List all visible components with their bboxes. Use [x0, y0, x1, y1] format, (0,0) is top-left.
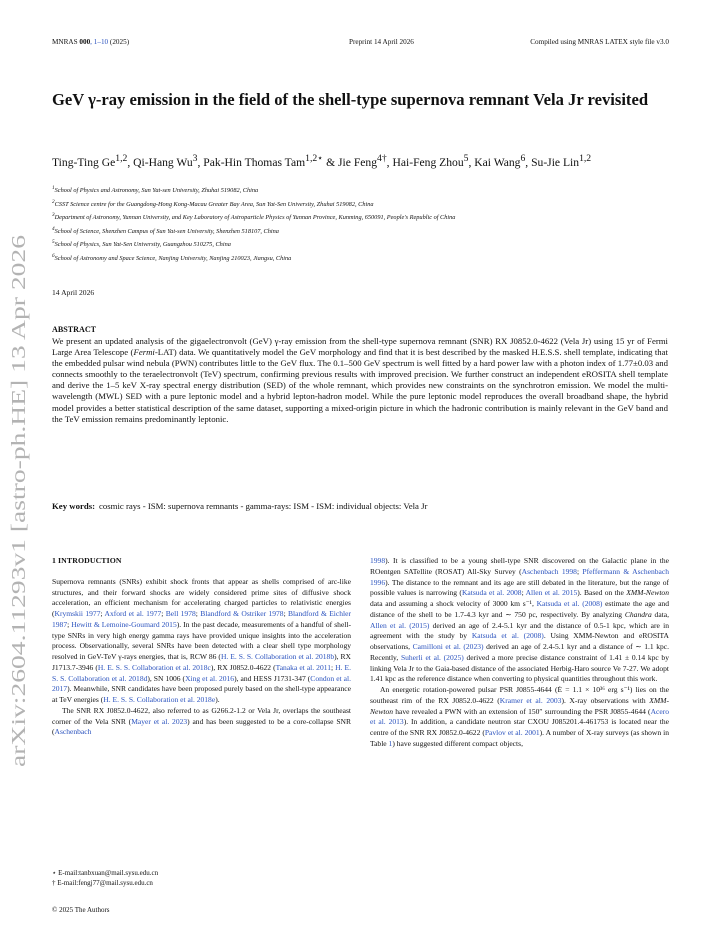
citation-link[interactable]: Pfeffermann & Aschenbach 1996: [370, 566, 670, 587]
author-name: , Su-Jie Lin: [525, 155, 580, 169]
footnote-email: † E-mail:fengj77@mail.sysu.edu.cn: [52, 879, 153, 887]
affiliation-item: $^3$Department of Astronomy, Yunnan University, and Key Laboratory of Astroparticle Physics of Yunnan Province, Kunming, 650091, People's Republic of China: [52, 212, 456, 222]
citation-link[interactable]: Pavlov et al. 2001: [484, 728, 540, 737]
author-name: Ting-Ting Ge: [52, 155, 116, 169]
paper-title: GeV γ-ray emission in the field of the shell-type supernova remnant Vela Jr revisited: [52, 90, 649, 109]
citation-link[interactable]: Suherli et al. (2025): [400, 652, 464, 662]
affiliation-item: $^6$School of Astronomy and Space Science, Nanjing University, Nanjing 210023, Jiangsu, China: [52, 252, 292, 262]
page-range-link[interactable]: , 1–10: [90, 38, 109, 46]
left-column: [52, 556, 351, 738]
keywords: [52, 501, 668, 511]
author-affil-sup: 1,2⋆: [305, 153, 324, 164]
keywords-text: cosmic rays - ISM: supernova remnants - gamma-rays: ISM - ISM: individual objects: Vela Jr: [99, 501, 428, 511]
citation-link[interactable]: H. E. S. S. Collaboration et al. 2018c: [97, 662, 211, 672]
abstract-body: We present an updated analysis of the gigaelectronvolt (GeV) γ-ray emission from the shell-type supernova remnant (SNR) RX J0852.0-4622 (Vela Jr) using 15 yr of Fermi Large Area Telescope (Fermi-LAT) data. We quantitatively model the GeV morphology and find that it is best described by the masked H.E.S.S. shell template, indicating that the embedded pulsar wind nebula (PWN) contributes little to the GeV flux. The 0.1–500 GeV spectrum is well fitted by a hard power law with a photon index of 1.77±0.03 and connects smoothly to the teraelectronvolt (TeV) spectrum, confirming previous results with improved precision. We further construct an independent eROSITA shell template and derive the 1–5 keV X-ray spectral energy distribution (SED) of the whole remnant, which provides new constraints on the synchrotron emission. We model the multi-wavelength (MWL) SED with a pure leptonic model and a hybrid lepton-hadron model. While the pure leptonic model reproduces the overall broadband shape, the hybrid model provides a better statistical description of the same dataset, supporting a mixed-origin picture in which the hadronic contribution is mainly relevant in the GeV band and the TeV emission remains predominantly leptonic.: [52, 336, 668, 424]
running-header: [52, 38, 669, 50]
affiliation-list: [52, 183, 692, 264]
citation-link[interactable]: Blandford & Ostriker 1978: [200, 609, 284, 618]
citation-link[interactable]: Mayer et al. 2023: [131, 716, 188, 726]
citation-link[interactable]: Kramer et al. 2003: [499, 695, 562, 705]
author-affil-sup: 1,2: [115, 153, 128, 164]
compiled-note: Compiled using MNRAS LATEX style file v3.0: [530, 38, 669, 46]
citation-link[interactable]: Krymskii 1977: [54, 609, 101, 618]
citation-link[interactable]: Aschenbach 1998: [521, 566, 577, 576]
abstract-heading: ABSTRACT: [52, 325, 97, 334]
submission-date: 14 April 2026: [52, 288, 95, 297]
author-affil-sup: 3: [192, 153, 198, 164]
citation-link[interactable]: Hewitt & Lemoine-Goumard 2015: [71, 619, 177, 629]
author-list: [52, 151, 672, 170]
affiliation-item: $^5$School of Physics, Sun Yat-Sen University, Guangzhou 510275, China: [52, 239, 231, 249]
author-affil-sup: 1,2: [579, 153, 592, 164]
citation-link[interactable]: 1998: [370, 556, 386, 565]
citation-link[interactable]: Katsuda et al. 2008: [461, 588, 522, 598]
author-affil-sup: 4†: [377, 153, 387, 164]
affiliation-item: $^1$School of Physics and Astronomy, Sun Yat-sen University, Zhuhai 519082, China: [52, 185, 259, 195]
citation-link[interactable]: Xing et al. 2016: [185, 673, 235, 683]
citation-link[interactable]: Camilloni et al. (2023): [412, 642, 484, 651]
author-name: , Kai Wang: [468, 155, 521, 169]
citation-link[interactable]: Tanaka et al. 2011: [275, 662, 331, 672]
author-name: & Jie Feng: [323, 155, 378, 169]
arxiv-stamp-text: arXiv:2604.11293v1 [astro-ph.HE] 13 Apr 2026: [8, 377, 30, 767]
keywords-label: Key words:: [52, 501, 96, 511]
journal-citation: MNRAS 000, 1–10 (2025): [52, 38, 130, 46]
right-column: [370, 556, 669, 750]
citation-link[interactable]: Blandford & Eichler 1987: [52, 609, 351, 629]
footnotes: [52, 868, 352, 888]
citation-link[interactable]: H. E. S. S. Collaboration et al. 2018d: [52, 662, 352, 683]
intro-paragraph: Supernova remnants (SNRs) exhibit shock fronts that appear as shells comprised of arc-like structures, and their forward shocks are widely considered prime sites of diffusive shock acceleration, an efficient mechanism for accelerating charged particles to relativistic energies (Krymskii 1977; Axford et al. 1977; Bell 1978; Blandford & Ostriker 1978; Blandford & Eichler 1987; Hewitt & Lemoine-Goumard 2015). In the past decade, measurements of a handful of shell-type SNRs in very high energy gamma rays have provided unique insights into the acceleration process. Observationally, several SNRs have been detected with a clear shell type morphology resolved in GeV-TeV γ-rays energies, that is, RCW 86 (H. E. S. S. Collaboration et al. 2018b), RX J1713.7-3946 (H. E. S. S. Collaboration et al. 2018c), RX J0852.0-4622 (Tanaka et al. 2011; H. E. S. S. Collaboration et al. 2018d), SN 1006 (Xing et al. 2016), and HESS J1731-347 (Condon et al. 2017). Meanwhile, SNR candidates have been proposed purely based on the shell-type appearance at TeV energies (H. E. S. S. Collaboration et al. 2018e).: [52, 576, 352, 704]
citation-link[interactable]: H. E. S. S. Collaboration et al. 2018e: [103, 695, 216, 704]
citation-link[interactable]: Axford et al. 1977: [104, 609, 162, 618]
citation-link[interactable]: Bell 1978: [165, 609, 196, 618]
citation-link[interactable]: Aschenbach: [54, 727, 92, 737]
preprint-date: Preprint 14 April 2026: [349, 38, 414, 46]
intro-paragraph: 1998). It is classified to be a young shell-type SNR discovered on the Galactic plane in the ROentgen SATellite (ROSAT) All-Sky Survey (Aschenbach 1998; Pfeffermann & Aschenbach 1996). The distance to the remnant and its age are still debated in the literature, but the range of possible values is narrowing (Katsuda et al. 2008; Allen et al. 2015). Based on the XMM-Newton data and assuming a shock velocity of 3000 km s⁻¹, Katsuda et al. (2008) estimate the age and distance of the shell to be 1.7-4.3 kyr and ∼ 750 pc, respectively. By analyzing Chandra data, Allen et al. (2015) derived an age of 2.4-5.1 kyr and the distance of 0.5-1 kpc, which are in agreement with the study by Katsuda et al. (2008). Using XMM-Newton and eROSITA observations, Camilloni et al. (2023) derived an age of 2.4-5.1 kyr and a distance of ∼ 1.1 kpc. Recently, Suherli et al. (2025) derived a more precise distance constraint of 1.41 ± 0.14 kpc by linking Vela Jr to the Gaia-based distance of the associated Herbig-Haro source Ve 7-27. We adopt 1.41 kpc as the reference distance when converting to physical quantities throughout this work.: [370, 556, 670, 684]
footnote-email: ⋆ E-mail:tanbxuan@mail.sysu.edu.cn: [52, 869, 159, 877]
citation-link[interactable]: Katsuda et al. (2008): [471, 631, 544, 641]
arxiv-stamp: [1, 230, 33, 770]
citation-link[interactable]: Katsuda et al. (2008): [536, 599, 603, 608]
author-name: , Pak-Hin Thomas Tam: [197, 155, 306, 169]
affiliation-item: $^2$CSST Science centre for the Guangdong-Hong Kong-Macau Greater Bay Area, Sun Yat-Sen University, Zhuhai 519082, China: [52, 198, 374, 208]
author-affil-sup: 6: [520, 153, 526, 164]
citation-link[interactable]: Allen et al. 2015: [525, 588, 578, 598]
citation-link[interactable]: Condon et al. 2017: [52, 673, 351, 694]
citation-link[interactable]: Acero et al. 2013: [370, 706, 669, 727]
author-name: , Qi-Hang Wu: [127, 155, 193, 169]
citation-link[interactable]: Allen et al. (2015): [370, 620, 430, 630]
intro-paragraph: An energetic rotation-powered pulsar PSR J0855-4644 (Ė = 1.1 × 10³⁶ erg s⁻¹) lies on the southeast rim of the RX J0852.0-4622 (Kramer et al. 2003). X-ray observations with XMM-Newton have revealed a PWN with an extension of 150″ surrounding the PSR J0855-4644 (Acero et al. 2013). In addition, a candidate neutron star CXOU J085201.4-461753 is located near the centre of the SNR RX J0852.0-4622 (Pavlov et al. 2001). A number of X-ray surveys (as shown in Table 1) have suggested different compact objects,: [370, 685, 669, 748]
copyright-notice: © 2025 The Authors: [52, 906, 110, 914]
table-link[interactable]: 1: [388, 738, 393, 748]
author-affil-sup: 5: [463, 153, 469, 164]
citation-link[interactable]: H. E. S. S. Collaboration et al. 2018b: [220, 652, 335, 661]
intro-paragraph: The SNR RX J0852.0-4622, also referred to as G266.2-1.2 or Vela Jr, overlaps the southeast corner of the Vela SNR (Mayer et al. 2023) and has been suggested to be a core-collapse SNR (Aschenbach: [52, 705, 351, 737]
author-name: , Hai-Feng Zhou: [386, 155, 464, 169]
section-heading: 1 INTRODUCTION: [52, 556, 122, 565]
affiliation-item: $^4$School of Science, Shenzhen Campus of Sun Yat-sen University, Shenzhen 518107, China: [52, 225, 279, 235]
